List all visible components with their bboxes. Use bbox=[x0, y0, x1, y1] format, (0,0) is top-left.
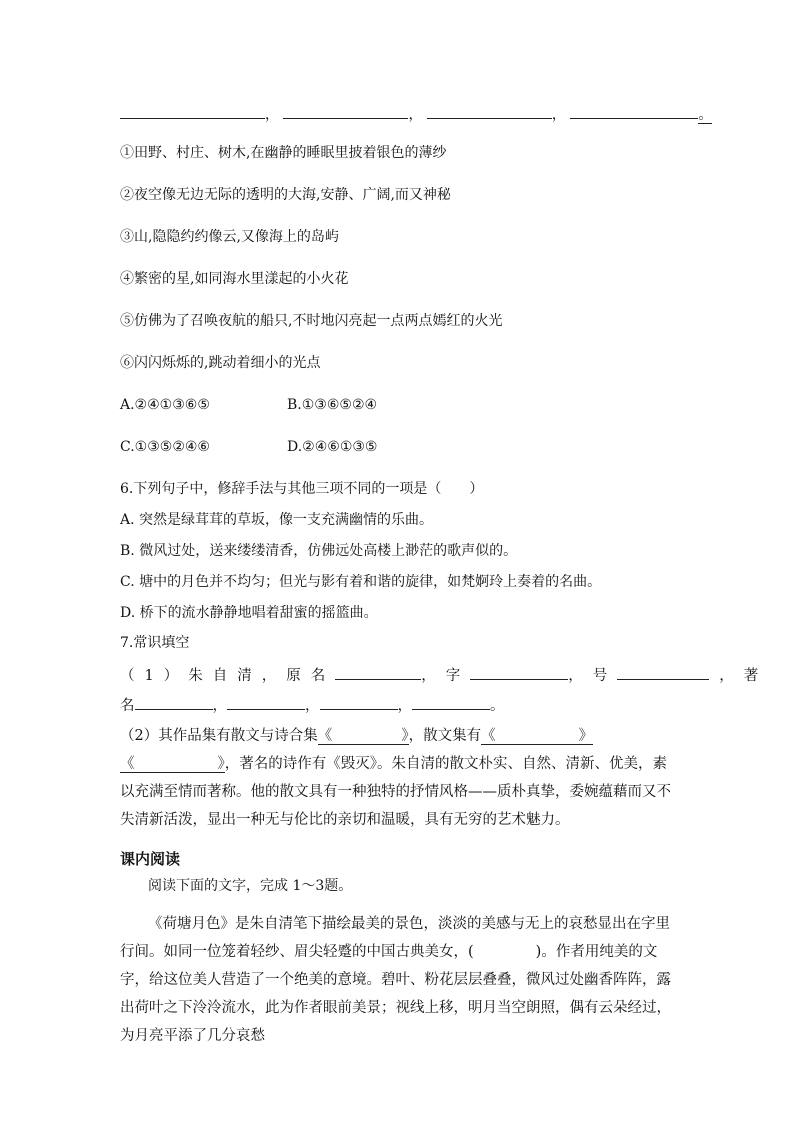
reading-passage: 《荷塘月色》是朱自清笔下描绘最美的景色，淡淡的美感与无上的哀愁显出在字里行间。如同一位笼着轻纱、眉尖轻蹙的中国古典美女，( )。作者用纯美的文字，给这位美人营造了一个绝美的意境。碧叶、粉花层层叠叠，微风过处幽香阵阵，露出荷叶之下泠泠流水，此为作者眼前美景；视线上移，明月当空朗照，偶有云朵经过，为月亮平添了几分哀愁 bbox=[120, 916, 671, 1044]
essay-collection-blank[interactable]: 《 》 bbox=[481, 728, 594, 744]
q6-option-d[interactable]: D. 桥下的流水静静地唱着甜蜜的摇篮曲。 bbox=[120, 605, 378, 621]
courtesy-name-blank[interactable] bbox=[470, 665, 568, 680]
answer-blank[interactable] bbox=[283, 104, 408, 119]
reading-heading: 课内阅读 bbox=[120, 850, 181, 868]
art-name-blank[interactable] bbox=[617, 665, 709, 680]
q6-option-a[interactable]: A. 突然是绿茸茸的草坂，像一支充满幽情的乐曲。 bbox=[120, 512, 434, 528]
q7-part1-line1: （1）朱自清，原名 ，字 ，号 ，著 bbox=[120, 665, 768, 685]
reading-instruction: 阅读下面的文字，完成 1～3题。 bbox=[148, 878, 353, 894]
work-blank[interactable] bbox=[227, 695, 305, 710]
work-blank[interactable] bbox=[412, 695, 490, 710]
q6-stem: 6.下列句子中，修辞手法与其他三项不同的一项是（ ） bbox=[120, 481, 484, 497]
essay-collection-blank[interactable]: 《 》 bbox=[120, 756, 225, 772]
q5-option-d[interactable]: D.②④⑥①③⑤ bbox=[287, 439, 378, 455]
q7-title: 7.常识填空 bbox=[120, 635, 190, 651]
original-name-blank[interactable] bbox=[335, 665, 421, 680]
poetry-collection-blank[interactable]: 《 》 bbox=[317, 728, 409, 744]
work-blank[interactable] bbox=[135, 695, 213, 710]
q5-option-b[interactable]: B.①③⑥⑤②④ bbox=[287, 397, 378, 413]
q6-option-c[interactable]: C. 塘中的月色并不均匀；但光与影有着和谐的旋律，如梵婀玲上奏着的名曲。 bbox=[120, 574, 602, 590]
q5-item: ④繁密的星,如同海水里漾起的小火花 bbox=[120, 271, 349, 287]
q7-part2: （2）其作品集有散文与诗合集《 》，散文集有《 》《 》，著名的诗作有《毁灭》。朱自清的散文朴实、自然、清新、优美，素以充满至情而著称。他的散文具有一种独特的抒情风格——质朴真挚，委婉蕴藉而又不失清新活泼，显出一种无与伦比的亲切和温暖，具有无穷的艺术魅力。 bbox=[120, 728, 671, 828]
answer-blank[interactable] bbox=[427, 104, 552, 119]
q5-option-c[interactable]: C.①③⑤②④⑥ bbox=[120, 439, 210, 455]
q5-item: ③山,隐隐约约像云,又像海上的岛屿 bbox=[120, 229, 339, 245]
q5-item: ⑥闪闪烁烁的,跳动着细小的光点 bbox=[120, 355, 321, 371]
q6-option-b[interactable]: B. 微风过处，送来缕缕清香，仿佛远处高楼上渺茫的歌声似的。 bbox=[120, 543, 518, 559]
q5-item: ①田野、村庄、树木,在幽静的睡眠里披着银色的薄纱 bbox=[120, 145, 447, 161]
q7-part1-line2: 名 ， ， ， 。 bbox=[120, 695, 505, 715]
work-blank[interactable] bbox=[320, 695, 398, 710]
answer-blank[interactable] bbox=[570, 104, 698, 119]
answer-blank[interactable] bbox=[120, 104, 265, 119]
q5-item: ②夜空像无边无际的透明的大海,安静、广阔,而又神秘 bbox=[120, 187, 451, 203]
q5-option-a[interactable]: A.②④①③⑥⑤ bbox=[120, 397, 210, 413]
q5-item: ⑤仿佛为了召唤夜航的船只,不时地闪亮起一点两点嫣红的火光 bbox=[120, 313, 503, 329]
q5-option-row bbox=[120, 396, 210, 414]
answer-blanks-line: ， ， ， 。 bbox=[120, 104, 712, 124]
